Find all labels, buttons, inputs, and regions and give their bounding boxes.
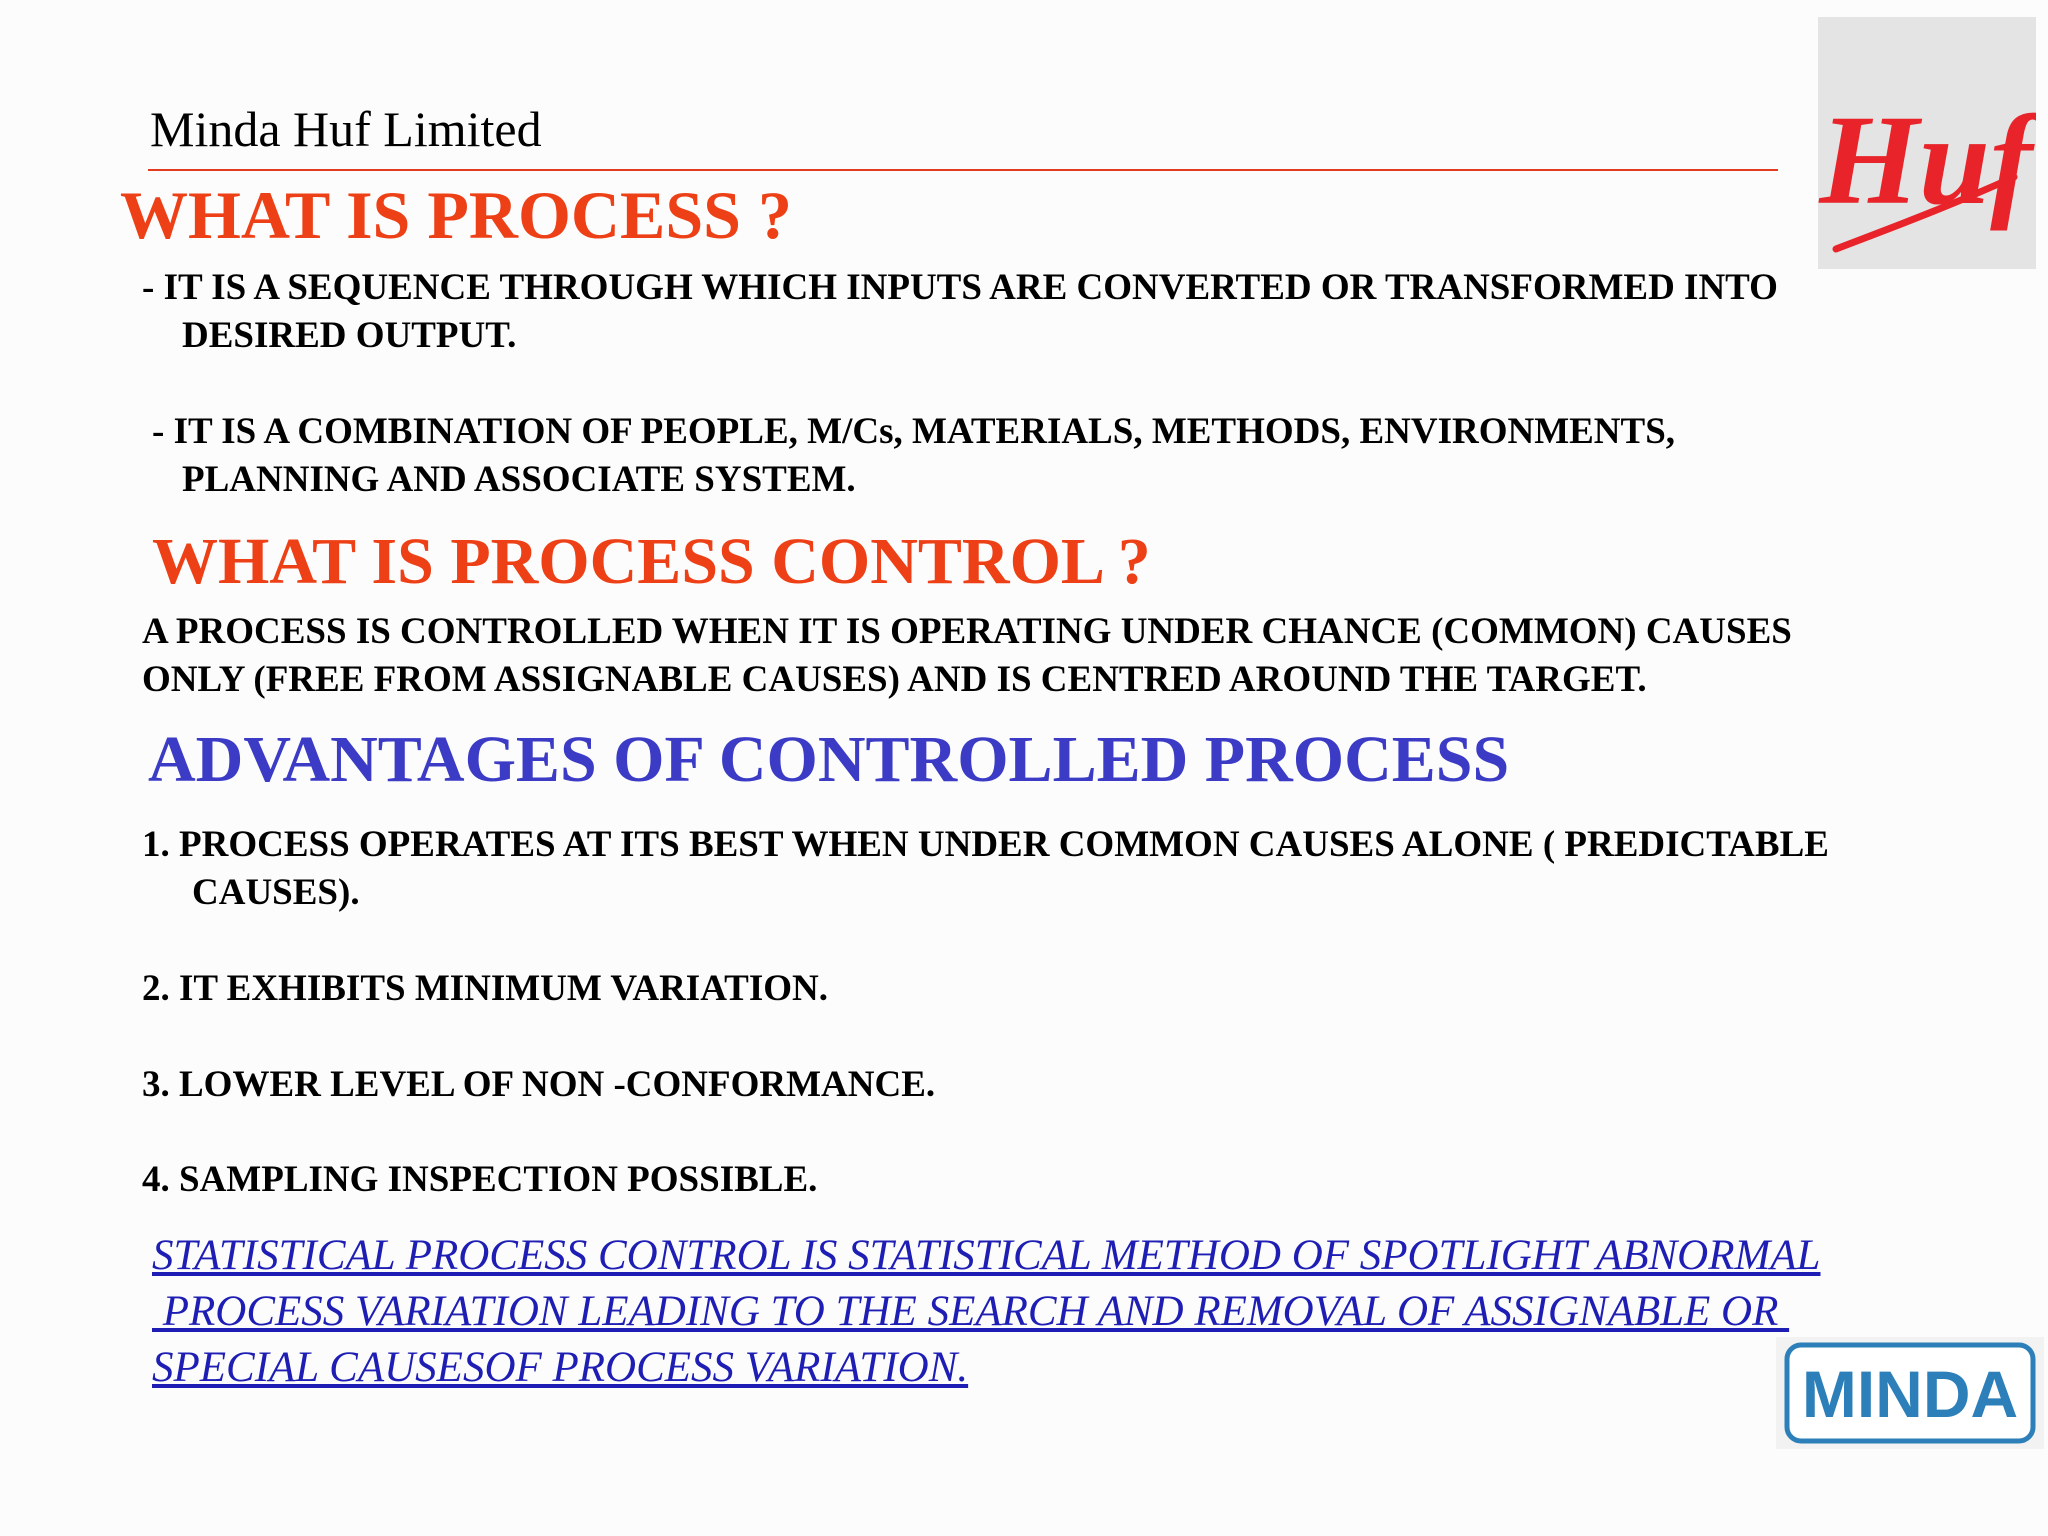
spc-statement — [152, 1228, 1820, 1396]
minda-logo-text: MINDA — [1801, 1357, 2019, 1431]
huf-logo — [1818, 17, 2036, 269]
process-definition-2 — [152, 408, 1675, 504]
spc-statement-line1: STATISTICAL PROCESS CONTROL IS STATISTICAL METHOD OF SPOTLIGHT ABNORMAL — [152, 1232, 1821, 1279]
process-control-line2: ONLY (FREE FROM ASSIGNABLE CAUSES) AND IS CENTRED AROUND THE TARGET. — [142, 659, 1647, 700]
huf-logo-graphic — [1818, 17, 2036, 269]
minda-logo — [1776, 1337, 2044, 1449]
process-control-definition — [142, 608, 1792, 704]
process-control-line1: A PROCESS IS CONTROLLED WHEN IT IS OPERATING UNDER CHANCE (COMMON) CAUSES — [142, 611, 1792, 652]
process-definition-1 — [142, 264, 1778, 360]
process-definition-2-line1: - IT IS A COMBINATION OF PEOPLE, M/Cs, MATERIALS, METHODS, ENVIRONMENTS, — [152, 411, 1676, 452]
advantage-item-1 — [142, 821, 1829, 917]
process-definition-1-line2: DESIRED OUTPUT. — [182, 315, 517, 356]
heading-advantages: ADVANTAGES OF CONTROLLED PROCESS — [148, 723, 1510, 796]
company-name: Minda Huf Limited — [150, 101, 542, 157]
process-definition-1-line1: - IT IS A SEQUENCE THROUGH WHICH INPUTS ARE CONVERTED OR TRANSFORMED INTO — [142, 267, 1778, 308]
heading-what-is-process: WHAT IS PROCESS ? — [120, 177, 792, 253]
advantage-item-2: 2. IT EXHIBITS MINIMUM VARIATION. — [142, 968, 828, 1009]
header-rule — [148, 169, 1778, 171]
advantage-item-1-line2: CAUSES). — [192, 872, 360, 913]
process-definition-2-line2: PLANNING AND ASSOCIATE SYSTEM. — [182, 459, 856, 500]
spc-statement-line2: PROCESS VARIATION LEADING TO THE SEARCH AND REMOVAL OF ASSIGNABLE OR — [152, 1288, 1790, 1335]
heading-what-is-process-control: WHAT IS PROCESS CONTROL ? — [152, 525, 1151, 598]
minda-logo-graphic — [1776, 1337, 2044, 1449]
advantage-item-4: 4. SAMPLING INSPECTION POSSIBLE. — [142, 1159, 818, 1200]
advantage-item-1-line1: 1. PROCESS OPERATES AT ITS BEST WHEN UNDER COMMON CAUSES ALONE ( PREDICTABLE — [142, 824, 1829, 865]
huf-logo-text: Huf — [1819, 89, 2033, 231]
spc-statement-line3: SPECIAL CAUSESOF PROCESS VARIATION. — [152, 1344, 969, 1391]
advantage-item-3: 3. LOWER LEVEL OF NON -CONFORMANCE. — [142, 1064, 936, 1105]
